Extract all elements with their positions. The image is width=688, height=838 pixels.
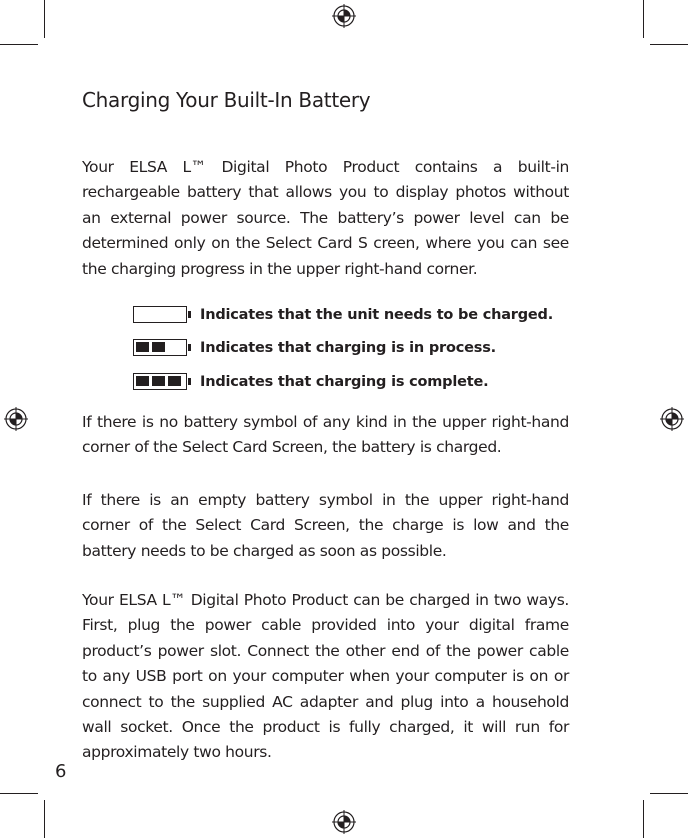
battery-empty-icon: [133, 306, 187, 323]
crop-mark: [44, 800, 45, 838]
page-title: Charging Your Built-In Battery: [82, 88, 371, 112]
crop-mark: [0, 793, 38, 794]
page-number: 6: [55, 761, 67, 782]
battery-full-icon: [133, 373, 187, 390]
battery-legend-label: Indicates that charging is complete.: [200, 374, 489, 390]
charging-methods-paragraph: Your ELSA L™ Digital Photo Product can be charged in two ways. First, plug the power cable provided into your digital frame product’s power slot. Connect the other end of the power cable to any USB port on your computer when your computer is on or connect to the supplied AC adapter and plug into a household wall socket. Once the product is fully charged, it will run for approximately two hours.: [82, 591, 569, 762]
battery-legend-charging: [133, 338, 553, 358]
no-symbol-paragraph: If there is no battery symbol of any kind in the upper right-hand corner of the Select Card Screen, the battery is charged.: [82, 413, 569, 457]
crop-mark: [650, 44, 688, 45]
crop-mark: [643, 800, 644, 838]
registration-mark-icon: [4, 407, 28, 431]
intro-paragraph: Your ELSA L™ Digital Photo Product contains a built-in rechargeable battery that allows you to display photos without an external power source. The battery’s power level can be determined only on the Select Card S creen, where you can see the charging progress in the upper right-hand corner.: [82, 158, 569, 278]
battery-legend-label: Indicates that the unit needs to be charged.: [200, 307, 554, 323]
empty-symbol-paragraph: If there is an empty battery symbol in the upper right-hand corner of the Select Card Screen, the charge is low and the battery needs to be charged as soon as possible.: [82, 491, 569, 560]
crop-mark: [0, 44, 38, 45]
battery-legend-empty: [133, 305, 553, 325]
battery-legend-full: [133, 372, 553, 392]
registration-mark-icon: [332, 4, 356, 28]
battery-charging-icon: [133, 339, 187, 356]
battery-legend-label: Indicates that charging is in process.: [200, 340, 496, 356]
registration-mark-icon: [332, 810, 356, 834]
registration-mark-icon: [660, 407, 684, 431]
crop-mark: [650, 793, 688, 794]
crop-mark: [643, 0, 644, 38]
crop-mark: [44, 0, 45, 38]
